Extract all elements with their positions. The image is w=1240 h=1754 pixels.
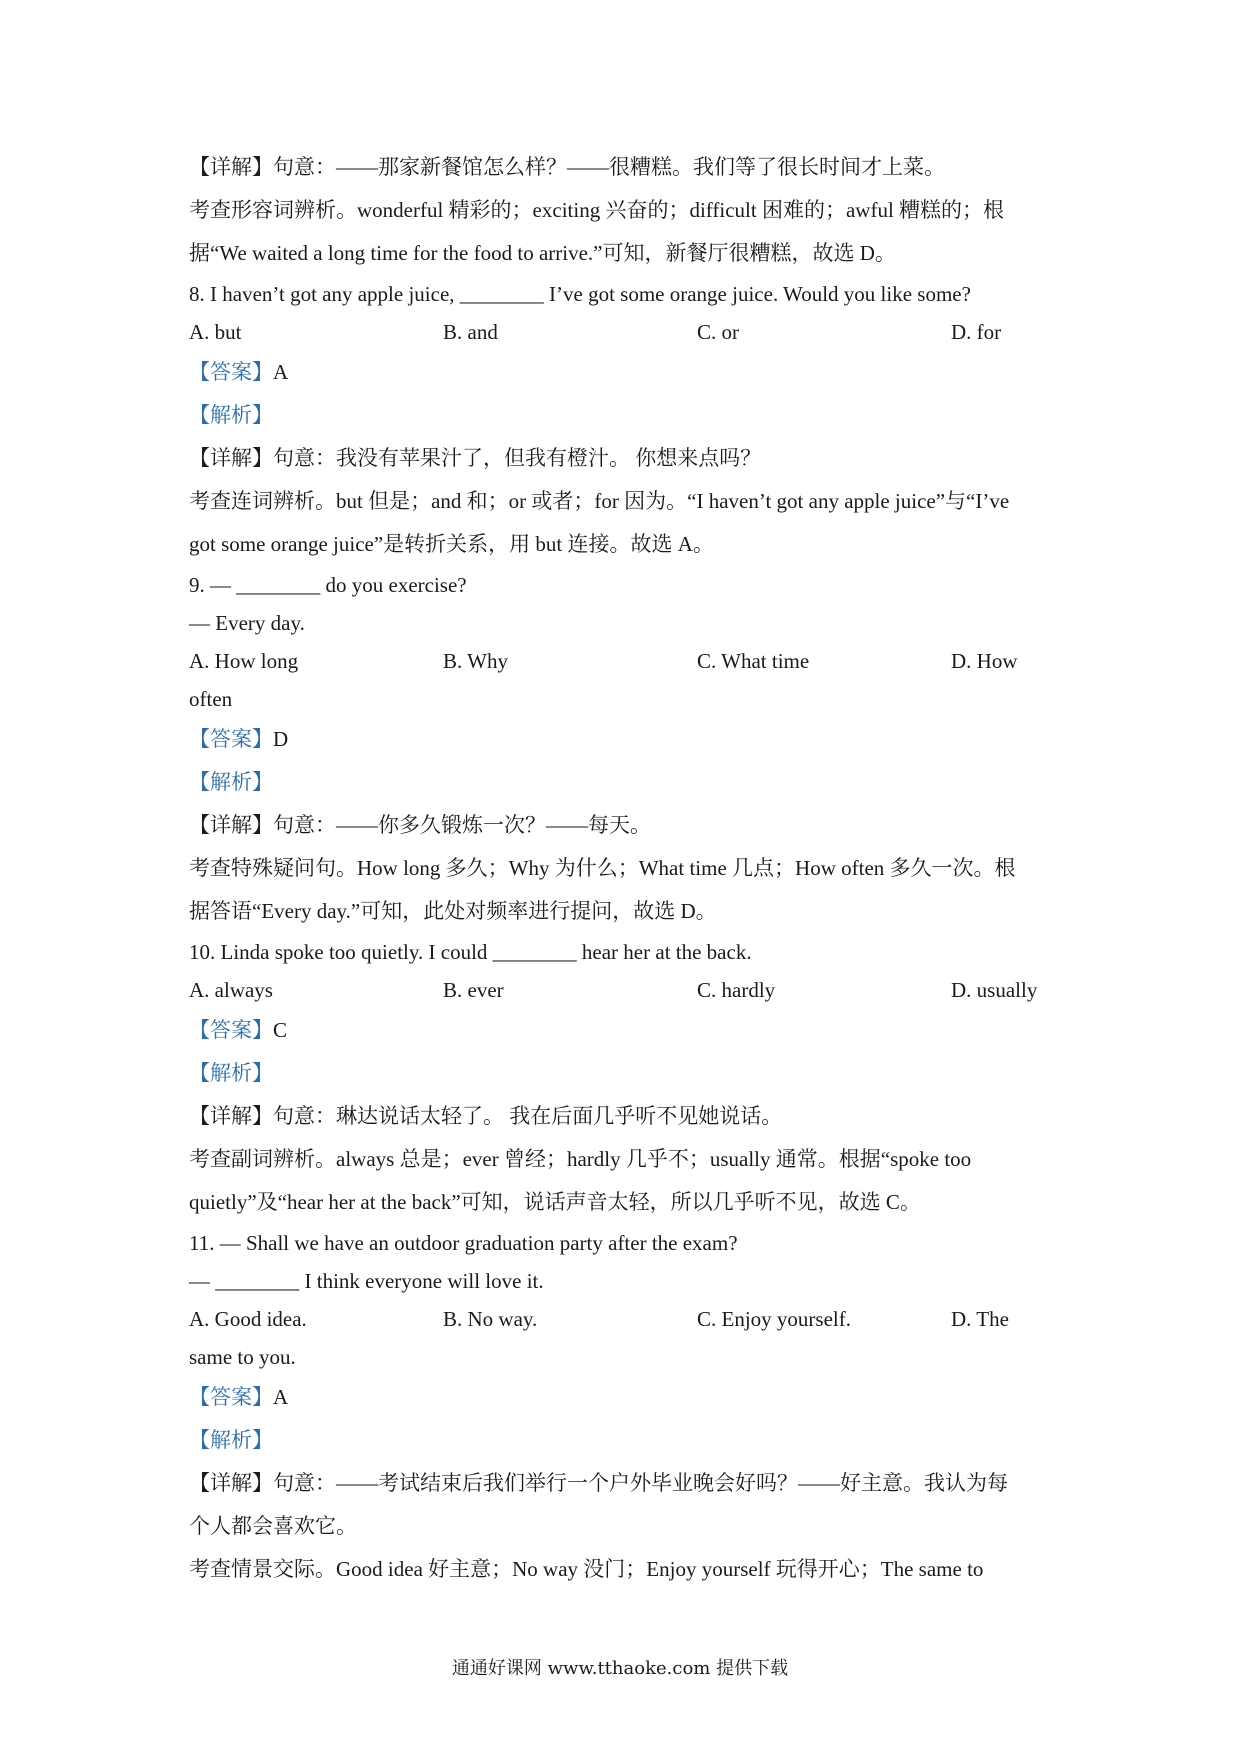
line-text: 10. Linda spoke too quietly. I could ________ hear her at the back.	[189, 940, 752, 964]
answer-option: D. The	[951, 1307, 1009, 1331]
text-line	[189, 761, 1069, 804]
line-text: — Every day.	[189, 611, 305, 635]
question-line	[189, 1224, 1069, 1262]
page-content	[189, 146, 1069, 1591]
answer-option: B. Why	[443, 649, 508, 673]
text-line	[189, 146, 1069, 189]
text-line	[189, 1548, 1069, 1591]
section-tag: 【详解】	[189, 446, 273, 470]
text-line	[189, 890, 1069, 933]
section-tag: 【答案】	[189, 1385, 273, 1409]
line-text: 句意：——那家新餐馆怎么样？——很糟糕。我们等了很长时间才上菜。	[273, 155, 945, 179]
line-text: — ________ I think everyone will love it.	[189, 1269, 544, 1293]
line-text: quietly”及“hear her at the back”可知，说话声音太轻，所以几乎听不见，故选 C。	[189, 1190, 921, 1214]
line-text: same to you.	[189, 1345, 296, 1369]
question-line	[189, 1262, 1069, 1300]
line-text: 个人都会喜欢它。	[189, 1514, 357, 1538]
line-text: 句意：琳达说话太轻了。 我在后面几乎听不见她说话。	[273, 1104, 783, 1128]
answer-option: D. usually	[951, 978, 1038, 1002]
question-line	[189, 1338, 1069, 1376]
line-text: 句意：——你多久锻炼一次？——每天。	[273, 813, 651, 837]
text-line	[189, 1095, 1069, 1138]
answer-option: A. always	[189, 978, 273, 1002]
line-text: A	[273, 360, 289, 384]
answer-option: C. What time	[697, 649, 810, 673]
line-text: often	[189, 687, 233, 711]
text-line	[189, 718, 1069, 761]
line-text: 句意：我没有苹果汁了，但我有橙汁。 你想来点吗？	[273, 446, 762, 470]
line-text: D	[273, 727, 289, 751]
text-line	[189, 1505, 1069, 1548]
answer-option: C. or	[697, 320, 739, 344]
page-footer: 通通好课网 www.tthaoke.com 提供下载	[451, 1658, 789, 1679]
section-tag: 【详解】	[189, 813, 273, 837]
line-text: 9. — ________ do you exercise?	[189, 573, 467, 597]
text-line	[189, 394, 1069, 437]
text-line	[189, 480, 1069, 523]
text-line	[189, 804, 1069, 847]
section-tag: 【答案】	[189, 727, 273, 751]
section-tag: 【答案】	[189, 360, 273, 384]
line-text: 据答语“Every day.”可知，此处对频率进行提问，故选 D。	[189, 899, 717, 923]
text-line	[189, 523, 1069, 566]
question-line	[189, 275, 1069, 313]
text-line	[189, 1009, 1069, 1052]
section-tag: 【详解】	[189, 155, 273, 179]
answer-option: C. hardly	[697, 978, 776, 1002]
line-text: 考查特殊疑问句。How long 多久；Why 为什么；What time 几点；How often 多久一次。根	[189, 856, 1016, 880]
line-text: 8. I haven’t got any apple juice, ________ I’ve got some orange juice. Would you like some?	[189, 282, 971, 306]
line-text: 句意：——考试结束后我们举行一个户外毕业晚会好吗？——好主意。我认为每	[273, 1471, 1008, 1495]
line-text: C	[273, 1018, 288, 1042]
section-tag: 【解析】	[189, 403, 273, 427]
line-text: 据“We waited a long time for the food to arrive.”可知，新餐厅很糟糕，故选 D。	[189, 241, 896, 265]
answer-option: A. How long	[189, 649, 299, 673]
answer-option: A. but	[189, 320, 242, 344]
answer-option: C. Enjoy yourself.	[697, 1307, 851, 1331]
line-text: A	[273, 1385, 289, 1409]
answer-option: B. ever	[443, 978, 504, 1002]
answer-option: A. Good idea.	[189, 1307, 307, 1331]
line-text: 考查副词辨析。always 总是；ever 曾经；hardly 几乎不；usually 通常。根据“spoke too	[189, 1147, 972, 1171]
line-text: got some orange juice”是转折关系，用 but 连接。故选 A。	[189, 532, 714, 556]
line-text: 11. — Shall we have an outdoor graduation party after the exam?	[189, 1231, 738, 1255]
answer-option: B. and	[443, 320, 498, 344]
text-line	[189, 1138, 1069, 1181]
section-tag: 【解析】	[189, 1061, 273, 1085]
text-line	[189, 1052, 1069, 1095]
answer-option: D. How	[951, 649, 1018, 673]
line-text: 考查形容词辨析。wonderful 精彩的；exciting 兴奋的；difficult 困难的；awful 糟糕的；根	[189, 198, 1005, 222]
question-line	[189, 566, 1069, 604]
line-text: 考查情景交际。Good idea 好主意；No way 没门；Enjoy yourself 玩得开心；The same to	[189, 1557, 984, 1581]
text-line	[189, 437, 1069, 480]
text-line	[189, 1181, 1069, 1224]
text-line	[189, 232, 1069, 275]
answer-option: B. No way.	[443, 1307, 538, 1331]
text-line	[189, 1376, 1069, 1419]
text-line	[189, 351, 1069, 394]
answer-options	[189, 971, 1069, 1009]
text-line	[189, 847, 1069, 890]
section-tag: 【解析】	[189, 1428, 273, 1452]
answer-option: D. for	[951, 320, 1002, 344]
answer-options	[189, 642, 1069, 680]
question-line	[189, 933, 1069, 971]
text-line	[189, 189, 1069, 232]
section-tag: 【详解】	[189, 1471, 273, 1495]
section-tag: 【解析】	[189, 770, 273, 794]
line-text: 考查连词辨析。but 但是；and 和；or 或者；for 因为。“I haven’t got any apple juice”与“I’ve	[189, 489, 1010, 513]
answer-options	[189, 1300, 1069, 1338]
text-line	[189, 1419, 1069, 1462]
section-tag: 【答案】	[189, 1018, 273, 1042]
section-tag: 【详解】	[189, 1104, 273, 1128]
answer-options	[189, 313, 1069, 351]
question-line	[189, 680, 1069, 718]
text-line	[189, 1462, 1069, 1505]
question-line	[189, 604, 1069, 642]
